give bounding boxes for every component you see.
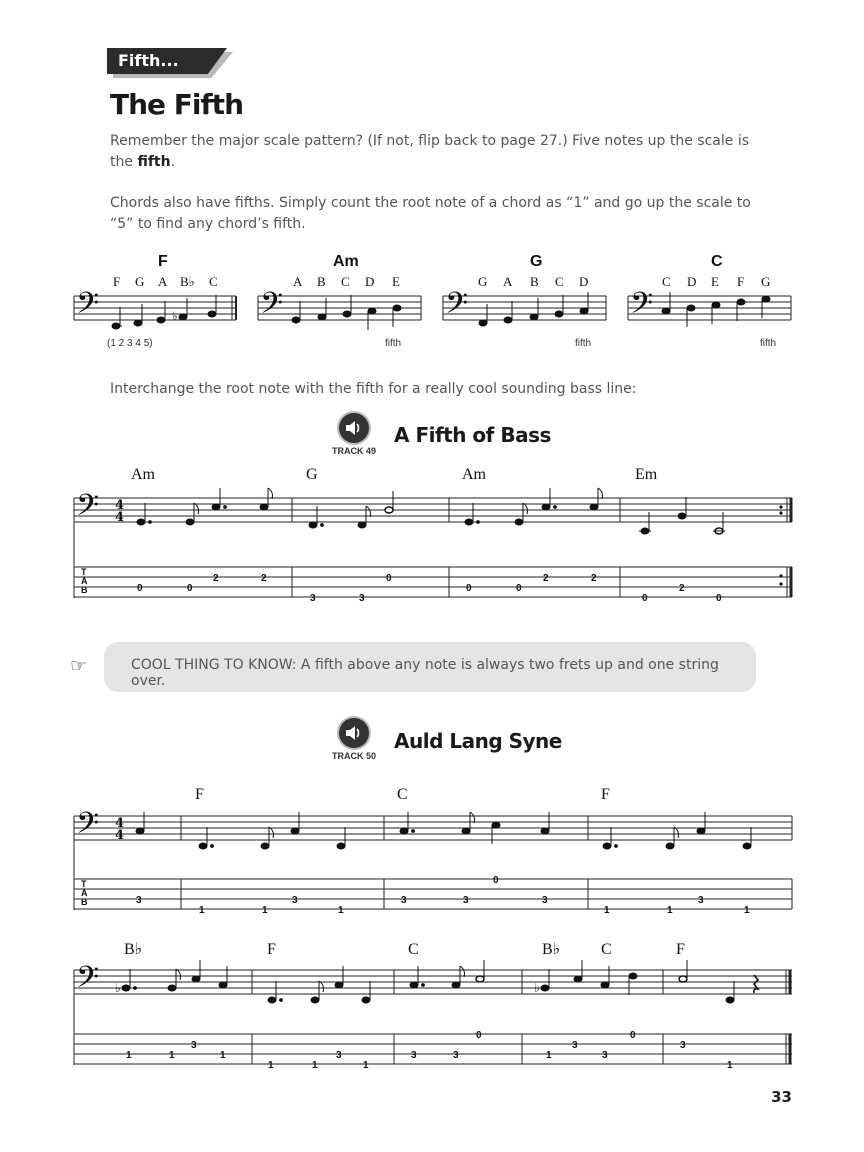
chords-paragraph: Chords also have fifths. Simply count the root note of a chord as “1” and go up the scale to “5” to find any chord’s fifth. xyxy=(110,195,751,232)
song2-row1-notation xyxy=(0,780,864,920)
tab-number: 0 xyxy=(630,1030,636,1041)
example-notes xyxy=(292,295,401,330)
tab-clef-b: B xyxy=(81,585,88,595)
example-fifth-label: fifth xyxy=(760,338,777,349)
time-signature-bottom: 4 xyxy=(115,510,125,525)
tab-number: 3 xyxy=(359,593,365,604)
tab-number: 1 xyxy=(169,1050,175,1061)
tab-number: 3 xyxy=(336,1050,342,1061)
tab-number: 1 xyxy=(126,1050,132,1061)
tab-number: 3 xyxy=(542,895,548,906)
tab-number: 0 xyxy=(137,583,143,594)
song2-row1-notes xyxy=(136,812,751,849)
chord-symbol: F xyxy=(601,786,610,803)
tab-number: 2 xyxy=(213,573,219,584)
chord-symbol: F xyxy=(267,941,276,958)
note-letter: C xyxy=(341,274,350,289)
tab-clef-a: A xyxy=(81,576,88,586)
tab-number: 0 xyxy=(476,1030,482,1041)
example-notes xyxy=(479,292,588,326)
note-letter: G xyxy=(135,274,145,289)
svg-text:♭: ♭ xyxy=(172,309,178,323)
song-title: Auld Lang Syne xyxy=(394,729,562,753)
intro-text: Remember the major scale pattern? (If not, flip back to page 27.) Five notes up the scale is the xyxy=(110,133,750,170)
tab-number: 2 xyxy=(679,583,685,594)
tab-number: 3 xyxy=(310,593,316,604)
tab-number: 1 xyxy=(604,905,610,916)
track-50-audio[interactable] xyxy=(319,718,389,770)
chord-symbol: B♭ xyxy=(124,941,143,958)
bass-clef-icon: 𝄢 xyxy=(630,287,654,328)
tab-number: 0 xyxy=(466,583,472,594)
note-letter: B♭ xyxy=(180,274,195,289)
example-fifth-label: fifth xyxy=(575,338,592,349)
tab-number: 3 xyxy=(680,1040,686,1051)
tab-number: 2 xyxy=(543,573,549,584)
example-scale-degrees: (1 2 3 4 5) xyxy=(107,338,153,349)
tab-number: 1 xyxy=(667,905,673,916)
callout-text: COOL THING TO KNOW: A fifth above any note is always two frets up and one string over. xyxy=(131,657,719,689)
tab-number: 1 xyxy=(363,1060,369,1071)
svg-text:♭: ♭ xyxy=(534,981,540,995)
song1-notation xyxy=(0,460,864,610)
note-letter: E xyxy=(711,274,719,289)
note-letter: C xyxy=(555,274,564,289)
tab-number: 2 xyxy=(591,573,597,584)
chord-symbol: Am xyxy=(131,466,155,483)
time-signature-bottom: 4 xyxy=(115,828,125,843)
tab-number: 1 xyxy=(744,905,750,916)
bass-clef-icon: 𝄢 xyxy=(445,287,469,328)
bass-clef-icon: 𝄢 xyxy=(260,287,284,328)
bass-clef-icon: 𝄢 xyxy=(76,961,100,1002)
tab-number: 3 xyxy=(453,1050,459,1061)
intro-paragraph xyxy=(110,131,770,173)
note-letter: G xyxy=(478,274,488,289)
note-letter: E xyxy=(392,274,400,289)
track-label: TRACK 49 xyxy=(331,446,376,456)
tab-clef-t: T xyxy=(81,879,87,889)
tab-number: 1 xyxy=(727,1060,733,1071)
tab-clef-a: A xyxy=(81,888,88,898)
tab-number: 0 xyxy=(642,593,648,604)
chord-symbol: G xyxy=(306,466,318,483)
section-tab-label: Fifth... xyxy=(118,51,179,70)
example-chord-label: Am xyxy=(333,253,359,270)
chord-symbol: C xyxy=(408,941,419,958)
tab-number: 0 xyxy=(493,875,499,886)
section-tab xyxy=(107,48,233,75)
song2-row2-notation xyxy=(0,935,864,1075)
tab-number: 3 xyxy=(411,1050,417,1061)
example-f xyxy=(74,253,236,349)
example-notes xyxy=(112,295,216,329)
tab-number: 0 xyxy=(187,583,193,594)
tab-number: 3 xyxy=(698,895,704,906)
tab-number: 3 xyxy=(572,1040,578,1051)
tab-number: 1 xyxy=(262,905,268,916)
time-signature-top: 4 xyxy=(115,816,125,831)
example-chord-label: F xyxy=(158,253,168,270)
note-letter: C xyxy=(209,274,218,289)
tab-number: 3 xyxy=(191,1040,197,1051)
chord-symbol: C xyxy=(397,786,408,803)
note-letter: D xyxy=(687,274,697,289)
staff-lines xyxy=(74,816,792,910)
tab-number: 1 xyxy=(338,905,344,916)
time-signature-top: 4 xyxy=(115,498,125,513)
note-letter: A xyxy=(503,274,513,289)
note-letter: F xyxy=(737,274,745,289)
tab-number: 1 xyxy=(312,1060,318,1071)
note-letter: A xyxy=(293,274,303,289)
example-notes xyxy=(662,292,770,327)
intro-bold-fifth: fifth xyxy=(137,154,171,170)
intro-end: . xyxy=(170,154,176,170)
example-fifth-label: fifth xyxy=(385,338,402,349)
tab-number: 3 xyxy=(463,895,469,906)
chord-symbol: B♭ xyxy=(542,941,561,958)
tab-number: 0 xyxy=(716,593,722,604)
bass-clef-icon: 𝄢 xyxy=(76,489,100,530)
bass-clef-icon: 𝄢 xyxy=(76,287,100,328)
example-am xyxy=(258,253,421,349)
note-letter: F xyxy=(113,274,121,289)
tab-number: 3 xyxy=(401,895,407,906)
song-title: A Fifth of Bass xyxy=(394,423,551,447)
chord-symbol: Am xyxy=(462,466,486,483)
song1-notes xyxy=(137,488,725,534)
note-letter: D xyxy=(365,274,375,289)
chord-symbol: C xyxy=(601,941,612,958)
tab-clef-t: T xyxy=(81,567,87,577)
example-chord-label: G xyxy=(530,253,543,270)
chord-symbol: F xyxy=(676,941,685,958)
tab-number: 0 xyxy=(386,573,392,584)
note-letter: B xyxy=(530,274,539,289)
note-letter: C xyxy=(662,274,671,289)
fifth-examples xyxy=(0,245,864,355)
note-letter: G xyxy=(761,274,771,289)
interchange-paragraph: Interchange the root note with the fifth for a really cool sounding bass line: xyxy=(110,381,637,397)
tab-clef-b: B xyxy=(81,897,88,907)
tab-number: 3 xyxy=(136,895,142,906)
track-49-audio[interactable] xyxy=(319,413,389,465)
tab-number: 1 xyxy=(220,1050,226,1061)
note-letter: B xyxy=(317,274,326,289)
speaker-icon xyxy=(339,718,369,748)
tab-number: 1 xyxy=(546,1050,552,1061)
tab-number: 3 xyxy=(602,1050,608,1061)
tab-number: 1 xyxy=(268,1060,274,1071)
tab-number: 2 xyxy=(261,573,267,584)
repeat-dots xyxy=(779,505,782,585)
speaker-icon xyxy=(339,413,369,443)
chord-symbol: F xyxy=(195,786,204,803)
cool-thing-callout xyxy=(104,642,756,692)
tab-staff-lines xyxy=(74,879,792,909)
page-title: The Fifth xyxy=(110,88,243,121)
bass-clef-icon: 𝄢 xyxy=(76,807,100,848)
note-letter: D xyxy=(579,274,589,289)
chord-symbol: Em xyxy=(635,466,658,483)
tab-number: 1 xyxy=(199,905,205,916)
tab-number: 0 xyxy=(516,583,522,594)
note-letter: A xyxy=(158,274,168,289)
page-number: 33 xyxy=(771,1088,792,1106)
pointing-hand-icon: ☞ xyxy=(70,655,88,677)
track-label: TRACK 50 xyxy=(331,751,376,761)
example-g xyxy=(443,253,606,349)
tab-number: 3 xyxy=(292,895,298,906)
example-chord-label: C xyxy=(711,253,723,270)
example-c xyxy=(628,253,791,349)
svg-text:♭: ♭ xyxy=(115,981,121,995)
